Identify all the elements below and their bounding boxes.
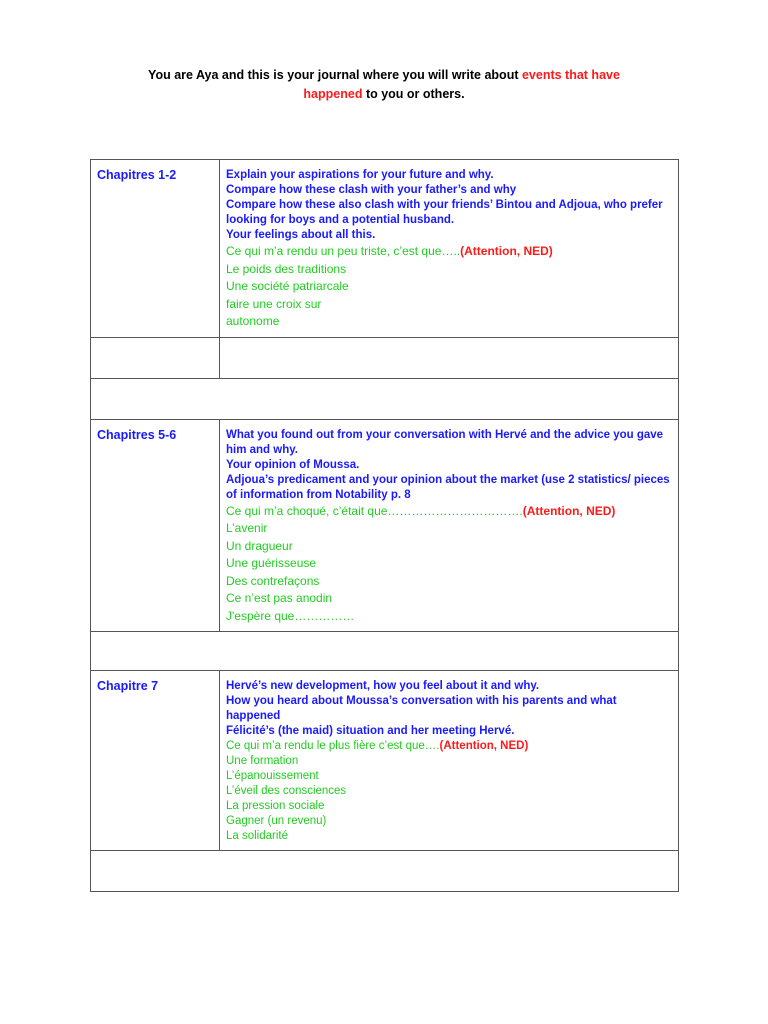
empty-row [91,632,679,671]
vocab-item: Ce n’est pas anodin [226,591,333,605]
section-row [91,419,679,632]
prompt-line: Compare how these also clash with your friends’ Bintou and Adjoua, who prefer looking for boys and a potential husband. [226,199,663,226]
chapter-label: Chapitres 5-6 [91,419,220,632]
vocab-item: La solidarité [226,830,289,842]
empty-cell [91,851,679,892]
vocab-list [226,243,672,331]
chapter-label: Chapitre 7 [91,671,220,851]
prompt-line: Your feelings about all this. [226,229,376,241]
prompt-line: What you found out from your conversation with Hervé and the advice you gave him and why. [226,428,664,456]
prompt-line: How you heard about Moussa’s conversation with his parents and what happened [226,695,617,722]
vocab-item: Une société patriarcale [226,279,349,293]
sentence-starter: Ce qui m’a rendu le plus fière c’est que….(Attention, NED) [226,740,529,752]
prompt-line: Adjoua’s predicament and your opinion about the market (use 2 statistics/ pieces of information from Notability p. 8 [226,473,670,501]
chapter-content [220,419,679,632]
section-row [91,160,679,338]
vocab-item: L’épanouissement [226,770,319,782]
prompt-line: Explain your aspirations for your future and why. [226,169,494,181]
vocab-list [226,503,672,626]
prompt-line: Félicité’s (the maid) situation and her meeting Hervé. [226,725,515,737]
vocab-item: L’éveil des consciences [226,785,347,797]
prompt-line: Hervé’s new development, how you feel about it and why. [226,680,540,692]
vocab-item: La pression sociale [226,800,325,812]
vocab-item: L’avenir [226,521,268,535]
vocab-item: Une guérisseuse [226,556,317,570]
vocab-item: faire une croix sur [226,296,322,311]
vocab-item: Le poids des traditions [226,261,347,276]
vocab-item: Un dragueur [226,538,293,553]
vocab-item: Une formation [226,755,299,767]
attention-note: (Attention, NED) [460,244,553,258]
chapter-label: Chapitres 1-2 [91,160,220,338]
vocab-item: Gagner (un revenu) [226,815,327,827]
vocab-item: J'espère que…………… [226,608,355,623]
journal-table [90,159,679,892]
prompt-line: Compare how these clash with your father’s and why [226,184,517,196]
empty-cell [220,337,679,378]
page-heading [0,66,768,104]
sentence-starter: Ce qui m’a choqué, c’était que…………………………….(Attention, NED) [226,503,616,518]
empty-row [91,337,679,378]
empty-cell [91,378,679,419]
chapter-content [220,671,679,851]
empty-cell [91,632,679,671]
attention-note: (Attention, NED) [439,740,529,752]
heading-text-1: You are Aya and this is your journal where you will write about [148,68,522,82]
section-row [91,671,679,851]
vocab-item: autonome [226,314,280,328]
attention-note: (Attention, NED) [522,503,616,518]
heading-highlight-2: happened [303,87,363,101]
vocab-list [226,739,672,844]
empty-row [91,851,679,892]
heading-text-2: to you or others. [362,87,465,101]
empty-cell [91,337,220,378]
prompt-line: Your opinion of Moussa. [226,458,360,471]
vocab-item: Des contrefaçons [226,573,320,588]
sentence-starter: Ce qui m’a rendu un peu triste, c’est que…..(Attention, NED) [226,244,553,258]
heading-highlight-1: events that have [521,68,620,82]
chapter-content [220,160,679,338]
empty-row [91,378,679,419]
